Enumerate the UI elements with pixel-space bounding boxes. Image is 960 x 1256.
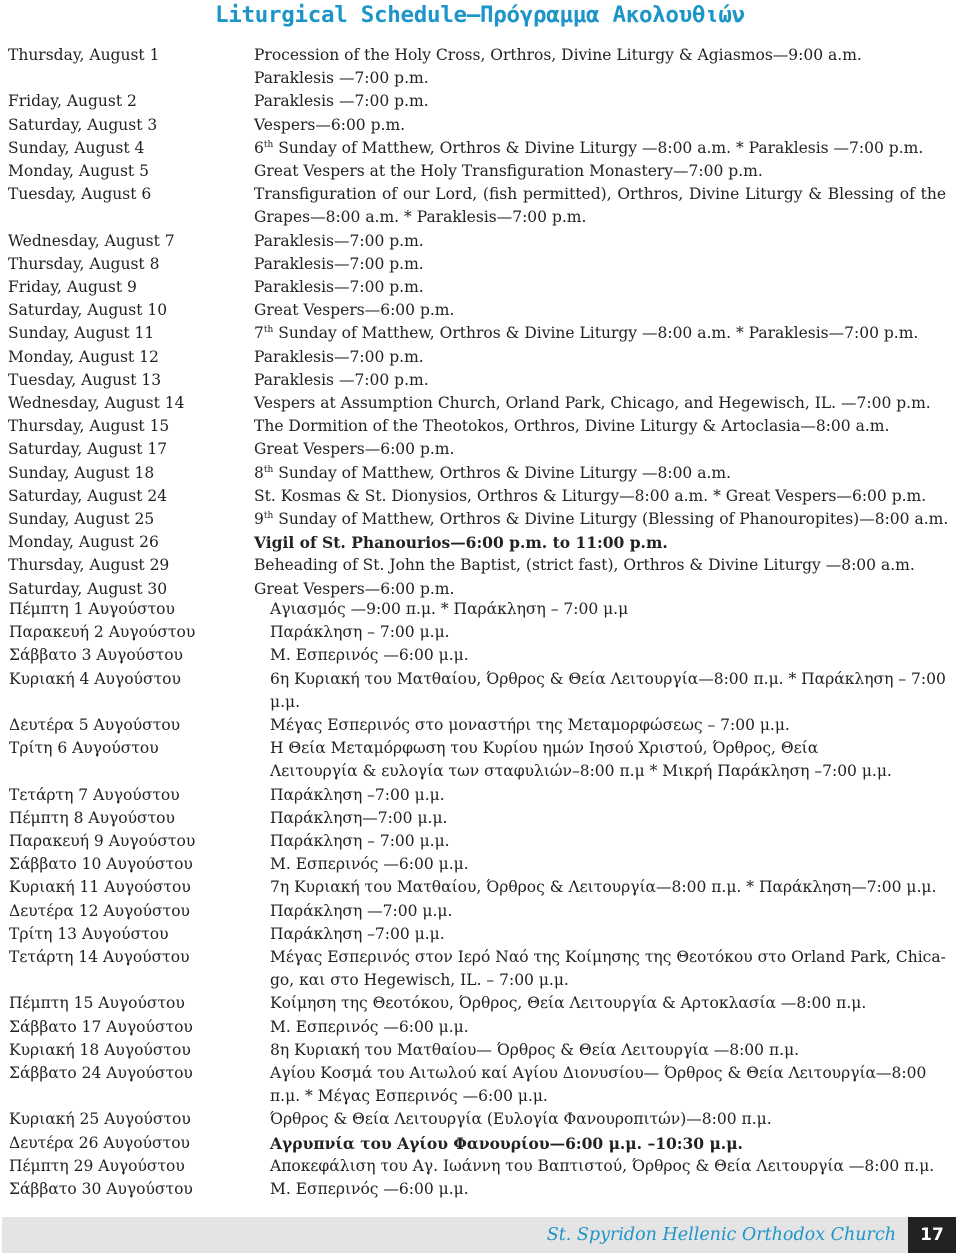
schedule-row [0,230,960,253]
schedule-event: Grapes—8:00 a.m. * Paraklesis—7:00 p.m. [254,208,587,227]
schedule-date: Τρίτη 13 Αυγούστου [9,924,169,943]
schedule-row [0,137,960,160]
schedule-event: Παράκληση —7:00 μ.μ. [270,901,453,920]
sunday-number: 8 [254,463,264,482]
schedule-event: 8η Κυριακή του Ματθαίου— Όρθρος & Θεία Λειτουργία —8:00 π.μ. [270,1040,800,1059]
schedule-row [0,969,960,992]
schedule-date: Σάββατο 24 Αυγούστου [9,1064,193,1082]
schedule-event: Μ. Εσπερινός —6:00 μ.μ. [270,855,469,874]
schedule-event: The Dormition of the Theotokos, Orthros, Divine Liturgy & Artoclasia—8:00 a.m. [254,417,890,436]
schedule-event: Μέγας Εσπερινός στο μοναστήρι της Μεταμορφώσεως – 7:00 μ.μ. [270,716,790,734]
schedule-date: Κυριακή 18 Αυγούστου [9,1040,191,1059]
schedule-date: Saturday, August 30 [8,579,168,598]
schedule-event: Αποκεφάλιση του Αγ. Ιωάννη του Βαπτιστού, Όρθρος & Θεία Λειτουργία —8:00 π.μ. [270,1156,935,1175]
schedule-date: Monday, August 26 [8,533,159,552]
schedule-row [0,992,960,1015]
schedule-date: Saturday, August 17 [8,440,168,459]
schedule-date: Friday, August 2 [8,92,137,111]
schedule-date: Δευτέρα 12 Αυγούστου [9,901,190,920]
schedule-row [0,508,960,531]
schedule-event: Vespers at Assumption Church, Orland Park, Chicago, and Hegewisch, IL. —7:00 p.m. [254,394,931,412]
schedule-date: Monday, August 5 [8,162,149,180]
schedule-event: Αγιασμός —9:00 π.μ. * Παράκληση – 7:00 μ.μ [270,600,629,618]
schedule-date: Tuesday, August 6 [8,185,152,204]
schedule-row [0,784,960,807]
schedule-event: Παράκληση—7:00 μ.μ. [270,808,448,827]
schedule-event: Great Vespers—6:00 p.m. [254,301,455,320]
schedule-row [0,276,960,299]
schedule-date: Παρακευή 2 Αυγούστου [9,623,196,642]
schedule-event: St. Kosmas & St. Dionysios, Orthros & Liturgy—8:00 a.m. * Great Vespers—6:00 p.m. [254,486,927,505]
schedule-date: Monday, August 12 [8,347,159,366]
schedule-date: Tuesday, August 13 [8,370,162,389]
schedule-date: Friday, August 9 [8,278,137,296]
schedule-event [254,322,918,345]
schedule-row [0,1085,960,1108]
schedule-row [0,760,960,783]
schedule-date: Thursday, August 29 [8,556,170,575]
schedule-date: Πέμπτη 1 Αυγούστου [9,600,175,618]
schedule-row [0,923,960,946]
schedule-event: Paraklesis —7:00 p.m. [254,92,429,111]
schedule-row [0,67,960,90]
schedule-date: Πέμπτη 29 Αυγούστου [9,1156,185,1175]
schedule-row [0,1132,960,1155]
schedule-row [0,830,960,853]
schedule-row [0,531,960,554]
schedule-row [0,900,960,923]
schedule-event: go, και στο Hegewisch, IL. – 7:00 μ.μ. [270,971,569,990]
schedule-event: Paraklesis —7:00 p.m. [254,69,429,88]
schedule-date: Σάββατο 17 Αυγούστου [9,1017,193,1036]
schedule-event: Procession of the Holy Cross, Orthros, Divine Liturgy & Agiasmos—9:00 a.m. [254,46,862,64]
schedule-date: Σάββατο 10 Αυγούστου [9,855,193,874]
schedule-date: Πέμπτη 15 Αυγούστου [9,994,185,1013]
schedule-event: Paraklesis—7:00 p.m. [254,254,424,273]
schedule-row [0,876,960,899]
schedule-date: Thursday, August 1 [8,46,160,64]
schedule-event: Vigil of St. Phanourios—6:00 p.m. to 11:00 p.m. [254,533,668,553]
schedule-row [0,946,960,969]
schedule-event [254,462,731,485]
schedule-event: Παράκληση – 7:00 μ.μ. [270,832,450,850]
schedule-date: Thursday, August 15 [8,417,170,436]
schedule-event: Αγρυπνία του Αγίου Φανουρίου—6:00 μ.μ. –10:30 μ.μ. [270,1133,743,1153]
schedule-date: Τετάρτη 7 Αυγούστου [9,785,180,804]
event-text: Sunday of Matthew, Orthros & Divine Liturgy —8:00 a.m. * Paraklesis—7:00 p.m. [273,324,919,343]
schedule-row [0,183,960,206]
sunday-number: 6 [254,138,264,157]
schedule-event: Μ. Εσπερινός —6:00 μ.μ. [270,646,469,665]
schedule-row [0,621,960,644]
schedule-date: Δευτέρα 5 Αυγούστου [9,716,181,734]
schedule-row [0,554,960,577]
schedule-event: Great Vespers at the Holy Transfiguration Monastery—7:00 p.m. [254,162,763,180]
schedule-date: Κυριακή 11 Αυγούστου [9,878,191,897]
schedule-row [0,415,960,438]
footer-bar [2,1217,956,1253]
sunday-number: 9 [254,510,264,528]
ordinal-suffix: th [263,464,274,475]
schedule-date: Saturday, August 24 [8,486,168,505]
schedule-event: Παράκληση – 7:00 μ.μ. [270,623,450,642]
page-title: Liturgical Schedule—Πρόγραμμα Ακολουθιών [215,2,745,28]
schedule-row [0,485,960,508]
ordinal-suffix: th [263,510,274,521]
event-text: Sunday of Matthew, Orthros & Divine Liturgy —8:00 a.m. [273,463,732,482]
schedule-event: Vespers—6:00 p.m. [254,115,406,134]
schedule-event: Κοίμηση της Θεοτόκου, Όρθρος, Θεία Λειτουργία & Αρτοκλασία —8:00 π.μ. [270,994,867,1013]
schedule-row [0,644,960,667]
schedule-event: Paraklesis—7:00 p.m. [254,278,424,296]
schedule-date: Sunday, August 11 [8,324,155,343]
schedule-row [0,299,960,322]
schedule-date: Wednesday, August 7 [8,231,175,250]
schedule-event: π.μ. * Μέγας Εσπερινός —6:00 μ.μ. [270,1087,548,1106]
schedule-row [0,1016,960,1039]
schedule-event: Η Θεία Μεταμόρφωση του Κυρίου ημών Ιησού Χριστού, Όρθρος, Θεία [270,739,819,758]
event-text: Sunday of Matthew, Orthros & Divine Liturgy —8:00 a.m. * Paraklesis —7:00 p.m. [273,138,924,157]
schedule-row [0,714,960,737]
schedule-row [0,737,960,760]
sunday-number: 7 [254,324,264,343]
schedule-date: Δευτέρα 26 Αυγούστου [9,1133,190,1152]
schedule-event: Παράκληση –7:00 μ.μ. [270,785,445,804]
schedule-row [0,369,960,392]
schedule-row [0,392,960,415]
schedule-row [0,1178,960,1201]
schedule-event: Paraklesis —7:00 p.m. [254,370,429,389]
schedule-event: Beheading of St. John the Baptist, (strict fast), Orthros & Divine Liturgy —8:00 a.m. [254,556,915,575]
schedule-row [0,114,960,137]
event-text: Sunday of Matthew, Orthros & Divine Liturgy (Blessing of Phanouropites)—8:00 a.m. [273,510,949,528]
schedule-row [0,160,960,183]
schedule-row [0,462,960,485]
schedule-event: Great Vespers—6:00 p.m. [254,579,455,598]
schedule-event [254,137,923,160]
schedule-date: Wednesday, August 14 [8,394,185,412]
schedule-date: Σάββατο 3 Αυγούστου [9,646,183,665]
page-number: 17 [908,1217,956,1253]
schedule-event: Paraklesis—7:00 p.m. [254,231,424,250]
schedule-event: Αγίου Κοσμά του Αιτωλού καί Αγίου Διονυσίου— Όρθρος & Θεία Λειτουργία—8:00 [270,1064,927,1082]
schedule-date: Sunday, August 4 [8,138,145,157]
footer-church-name: St. Spyridon Hellenic Orthodox Church [546,1225,896,1245]
schedule-date: Thursday, August 8 [8,254,160,273]
schedule-event: Great Vespers—6:00 p.m. [254,440,455,459]
schedule-event: 6η Κυριακή του Ματθαίου, Όρθρος & Θεία Λειτουργία—8:00 π.μ. * Παράκληση – 7:00 [270,669,946,688]
schedule-row [0,346,960,369]
schedule-row [0,1039,960,1062]
schedule-date: Sunday, August 18 [8,463,155,482]
schedule-row [0,253,960,276]
schedule-row [0,853,960,876]
schedule-date: Κυριακή 4 Αυγούστου [9,669,181,688]
schedule-row [0,44,960,67]
schedule-row [0,668,960,691]
schedule-event: Paraklesis—7:00 p.m. [254,347,424,366]
schedule-event: Μ. Εσπερινός —6:00 μ.μ. [270,1017,469,1036]
schedule-event: μ.μ. [270,692,301,711]
ordinal-suffix: th [263,325,274,336]
schedule-event [254,508,948,531]
schedule-row [0,438,960,461]
schedule-event: Παράκληση –7:00 μ.μ. [270,924,445,943]
schedule-date: Πέμπτη 8 Αυγούστου [9,808,175,827]
schedule-row [0,322,960,345]
schedule-event: Λειτουργία & ευλογία των σταφυλιών–8:00 π.μ * Μικρή Παράκληση –7:00 μ.μ. [270,762,892,781]
schedule-date: Παρακευή 9 Αυγούστου [9,832,196,850]
schedule-date: Τρίτη 6 Αυγούστου [9,739,159,758]
schedule-row [0,1062,960,1085]
schedule-row [0,598,960,621]
schedule-row [0,1155,960,1178]
schedule-row [0,691,960,714]
schedule-event: Μ. Εσπερινός —6:00 μ.μ. [270,1180,469,1198]
schedule-row [0,90,960,113]
schedule-row [0,206,960,229]
schedule-date: Κυριακή 25 Αυγούστου [9,1110,191,1129]
schedule-event: Μέγας Εσπερινός στον Ιερό Ναό της Κοίμησης της Θεοτόκου στο Orland Park, Chica- [270,948,946,966]
schedule-event: Transfiguration of our Lord, (fish permitted), Orthros, Divine Liturgy & Blessing of the [254,185,946,204]
schedule-event: Όρθρος & Θεία Λειτουργία (Ευλογία Φανουροπιτών)—8:00 π.μ. [270,1110,772,1129]
schedule-date: Saturday, August 10 [8,301,168,320]
schedule-row [0,807,960,830]
schedule-row [0,1108,960,1131]
schedule-date: Saturday, August 3 [8,115,158,134]
ordinal-suffix: th [263,139,274,150]
schedule-date: Τετάρτη 14 Αυγούστου [9,948,190,966]
schedule-event: 7η Κυριακή του Ματθαίου, Όρθρος & Λειτουργία—8:00 π.μ. * Παράκληση—7:00 μ.μ. [270,878,937,897]
schedule-date: Σάββατο 30 Αυγούστου [9,1180,193,1198]
schedule-date: Sunday, August 25 [8,510,155,528]
